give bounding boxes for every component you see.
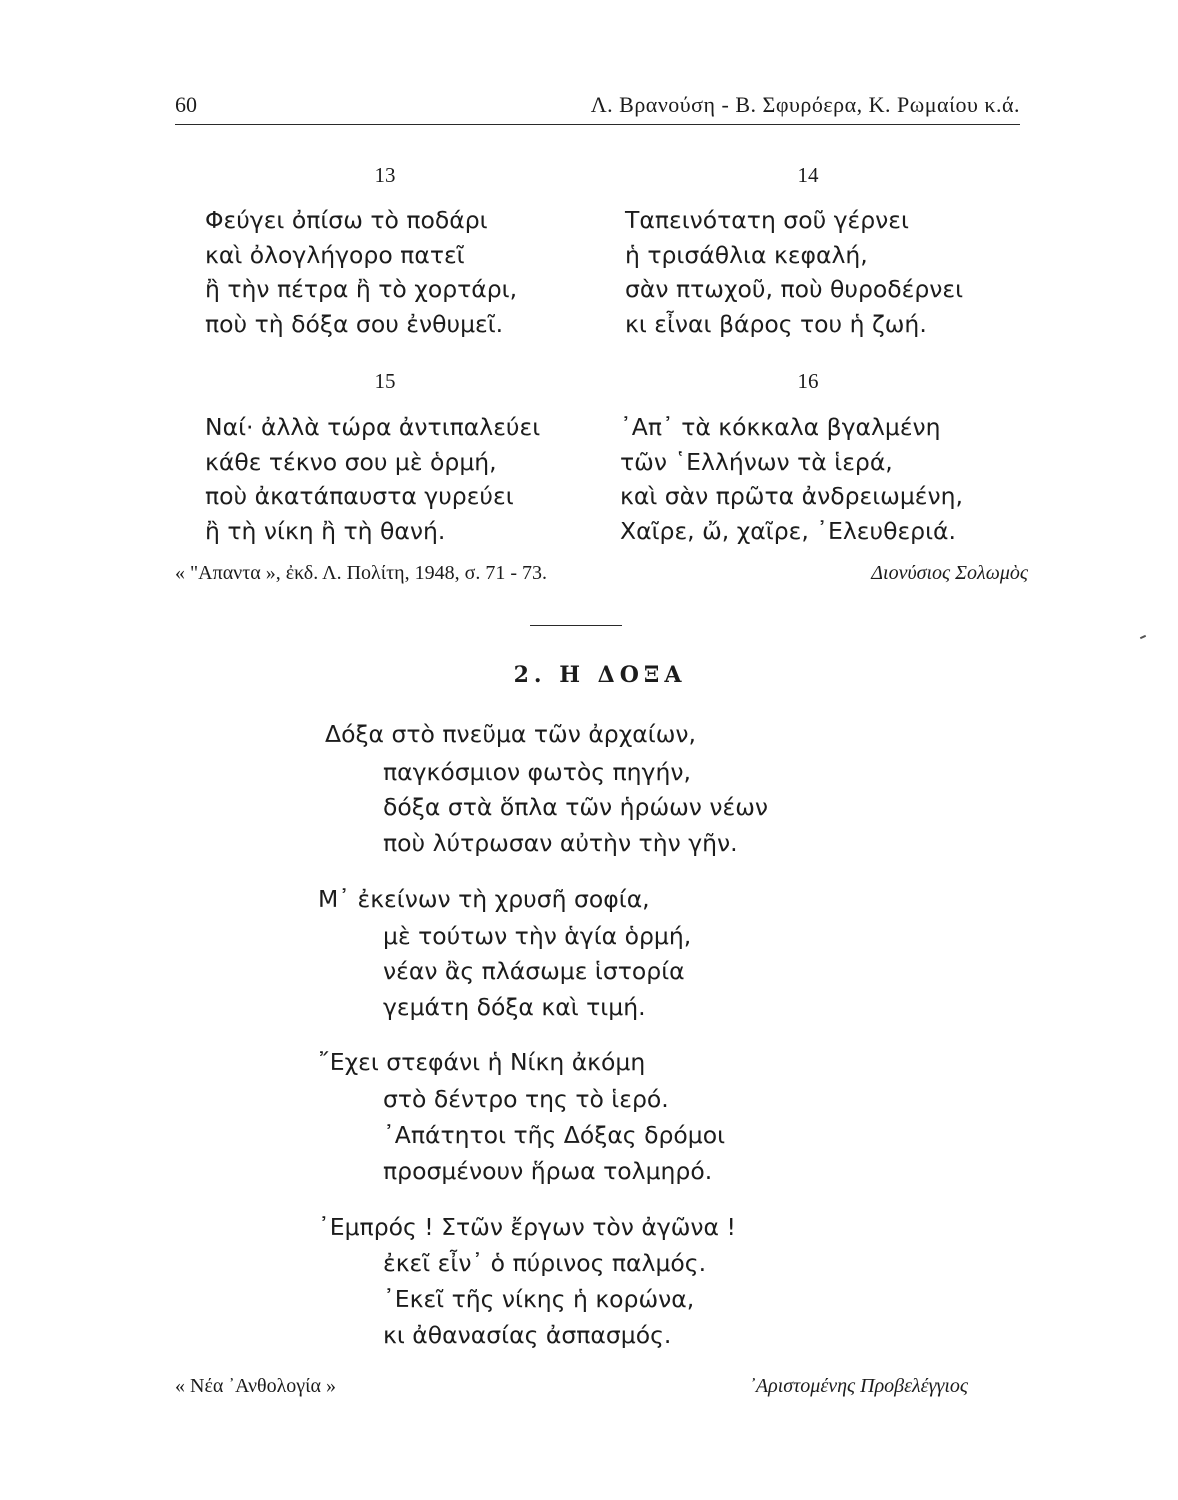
verse-line: ᾿Απάτητοι τῆς Δόξας δρόμοι [383,1121,726,1149]
verse-line: ποὺ λύτρωσαν αὐτὴν τὴν γῆν. [383,829,738,857]
stanza-number-15: 15 [374,369,396,393]
verse-line: παγκόσμιον φωτὸς πηγήν, [383,758,691,786]
verse-line: Ταπεινότατη σοῦ γέρνει [625,206,909,234]
section-divider [530,625,622,626]
stanza-13 [205,203,517,341]
verse-line: Δόξα στὸ πνεῦμα τῶν ἀρχαίων, [325,720,697,748]
verse-line: Ναί· ἀλλὰ τώρα ἀντιπαλεύει [205,413,541,441]
poem-title: 2. Η ΔΟΞΑ [513,662,687,688]
verse-line: δόξα στὰ ὅπλα τῶν ἡρώων νέων [383,793,769,821]
verse-line: κι ἀθανασίας ἀσπασμός. [383,1321,672,1349]
verse-line: σὰν πτωχοῦ, ποὺ θυροδέρνει [625,275,964,303]
stanza-15 [205,410,540,548]
page-header [175,92,1020,132]
verse-line: προσμένουν ἥρωα τολμηρό. [383,1157,713,1185]
verse-line: καὶ σὰν πρῶτα ἀνδρειωμένη, [620,482,963,510]
verse-line: ποὺ ἀκατάπαυστα γυρεύει [205,482,514,510]
header-rule [175,124,1020,125]
verse-line: ἢ τὴ νίκη ἢ τὴ θανή. [205,516,446,545]
stanza-14 [625,203,963,341]
page-number: 60 [175,92,197,117]
verse-line: Φεύγει ὀπίσω τὸ ποδάρι [205,206,488,234]
verse-line: ᾿Εκεῖ τῆς νίκης ἡ κορώνα, [383,1285,695,1313]
stanza-16 [620,410,963,548]
verse-line: ῎Εχει στεφάνι ἡ Νίκη ἀκόμη [318,1048,646,1076]
verse-line: ἢ τὴν πέτρα ἢ τὸ χορτάρι, [205,275,518,303]
print-speck [1140,635,1146,639]
source-citation: « "Απαντα », ἐκδ. Λ. Πολίτη, 1948, σ. 71 - 73. [175,562,548,584]
verse-line: ᾿Απ᾿ τὰ κόκκαλα βγαλμένη [620,413,941,441]
verse-line: κάθε τέκνο σου μὲ ὁρμή, [205,447,497,476]
stanza-number-13: 13 [374,163,396,187]
stanza-number-14: 14 [797,163,819,187]
verse-line: νέαν ἂς πλάσωμε ἱστορία [383,957,685,985]
verse-line: ἐκεῖ εἶν᾿ ὁ πύρινος παλμός. [383,1249,707,1277]
author-signature: ᾿Αριστομένης Προβελέγγιος [749,1375,968,1397]
verse-line: μὲ τούτων τὴν ἁγία ὁρμή, [383,922,692,950]
author-signature: Διονύσιος Σολωμὸς [871,562,1028,584]
verse-line: ποὺ τὴ δόξα σου ἐνθυμεῖ. [205,309,504,338]
stanza-number-16: 16 [797,369,819,393]
verse-line: στὸ δέντρο της τὸ ἱερό. [383,1085,669,1113]
verse-line: Χαῖρε, ὤ, χαῖρε, ᾿Ελευθεριά. [620,516,957,545]
verse-line: τῶν ῾Ελλήνων τὰ ἱερά, [620,447,893,476]
verse-line: κι εἶναι βάρος του ἡ ζωή. [625,309,927,338]
verse-line: ᾿Εμπρός ! Στῶν ἔργων τὸν ἀγῶνα ! [318,1213,736,1241]
verse-line: γεμάτη δόξα καὶ τιμή. [383,993,646,1021]
verse-line: Μ᾿ ἐκείνων τὴ χρυσῆ σοφία, [318,885,650,913]
verse-line: καὶ ὀλογλήγορο πατεῖ [205,240,465,269]
running-title: Λ. Βρανούση - Β. Σφυρόερα, Κ. Ρωμαίου κ.ά. [590,92,1020,117]
verse-line: ἡ τρισάθλια κεφαλή, [625,240,868,269]
source-citation: « Νέα ᾿Ανθολογία » [175,1375,336,1397]
